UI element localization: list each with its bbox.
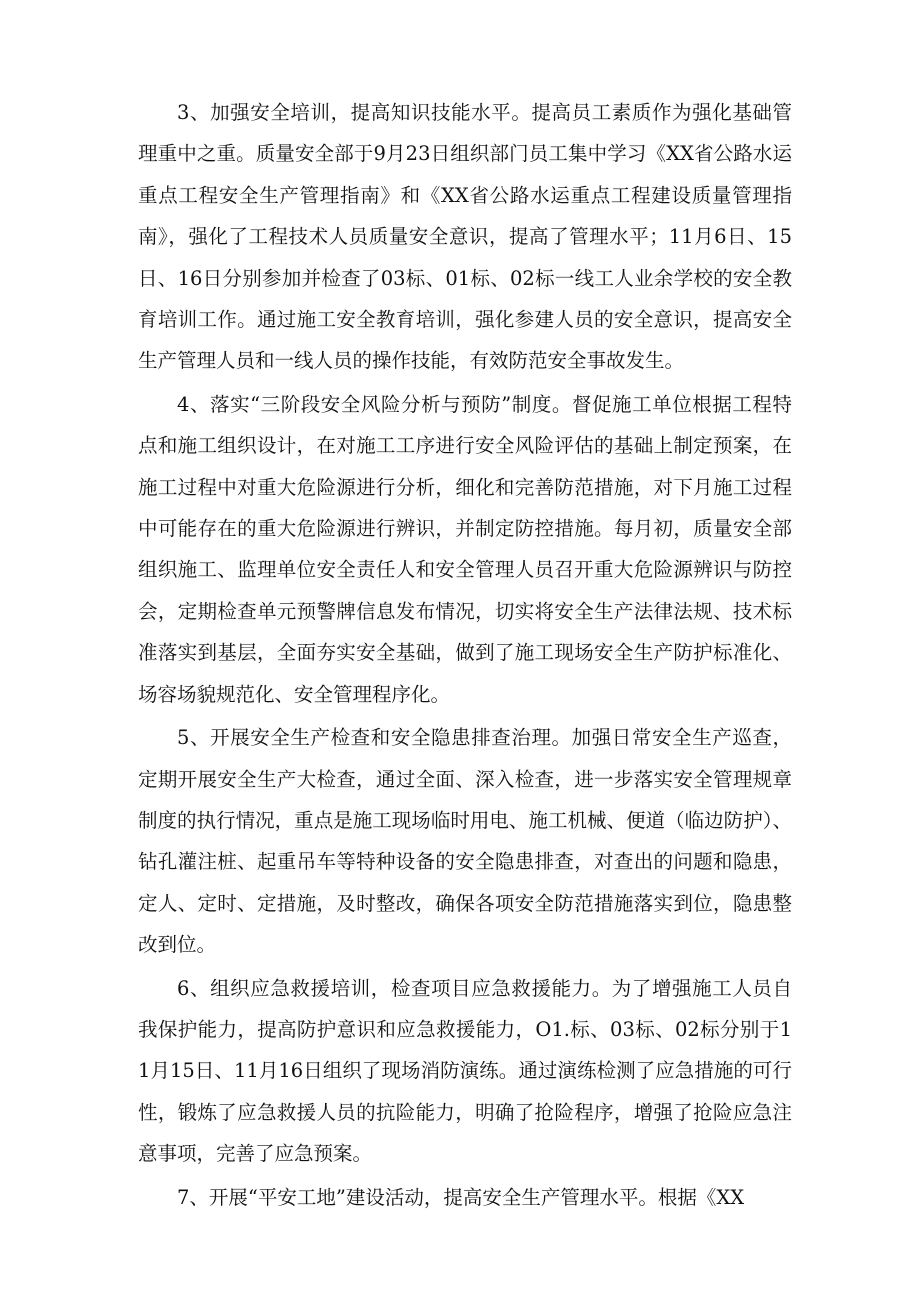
paragraph-safety-training: 3、加强安全培训，提高知识技能水平。提高员工素质作为强化基础管理重中之重。质量安全部于9月23日组织部门员工集中学习《XX省公路水运重点工程安全生产管理指南》和《XX省公路水运重点工程建设质量管理指南》，强化了工程技术人员质量安全意识，提高了管理水平；11月6日、15日、16日分别参加并检查了03标、01标、02标一线工人业余学校的安全教育培训工作。通过施工安全教育培训，强化参建人员的安全意识，提高安全生产管理人员和一线人员的操作技能，有效防范安全事故发生。 bbox=[138, 101, 792, 373]
document-body bbox=[138, 92, 792, 1218]
paragraph-risk-analysis: 4、落实“三阶段安全风险分析与预防”制度。督促施工单位根据工程特点和施工组织设计，在对施工工序进行安全风险评估的基础上制定预案，在施工过程中对重大危险源进行分析，细化和完善防范措施，对下月施工过程中可能存在的重大危险源进行辨识，并制定防控措施。每月初，质量安全部组织施工、监理单位安全责任人和安全管理人员召开重大危险源辨识与防控会，定期检查单元预警牌信息发布情况，切实将安全生产法律法规、技术标准落实到基层，全面夯实安全基础，做到了施工现场安全生产防护标准化、场容场貌规范化、安全管理程序化。 bbox=[138, 392, 792, 706]
paragraph-emergency-rescue: 6、组织应急救援培训，检查项目应急救援能力。为了增强施工人员自我保护能力，提高防护意识和应急救援能力，O1.标、03标、02标分别于11月15日、11月16日组织了现场消防演练。通过演练检测了应急措施的可行性，锻炼了应急救援人员的抗险能力，明确了抢险程序，增强了抢险应急注意事项，完善了应急预案。 bbox=[138, 976, 792, 1166]
paragraph-safety-inspection: 5、开展安全生产检查和安全隐患排查治理。加强日常安全生产巡查，定期开展安全生产大检查，通过全面、深入检查，进一步落实安全管理规章制度的执行情况，重点是施工现场临时用电、施工机械、便道（临边防护）、钻孔灌注桩、起重吊车等特种设备的安全隐患排查，对查出的问题和隐患，定人、定时、定措施，及时整改，确保各项安全防范措施落实到位，隐患整改到位。 bbox=[138, 726, 792, 957]
paragraph-safe-worksite: 7、开展“平安工地”建设活动，提高安全生产管理水平。根据《XX bbox=[177, 1185, 745, 1209]
